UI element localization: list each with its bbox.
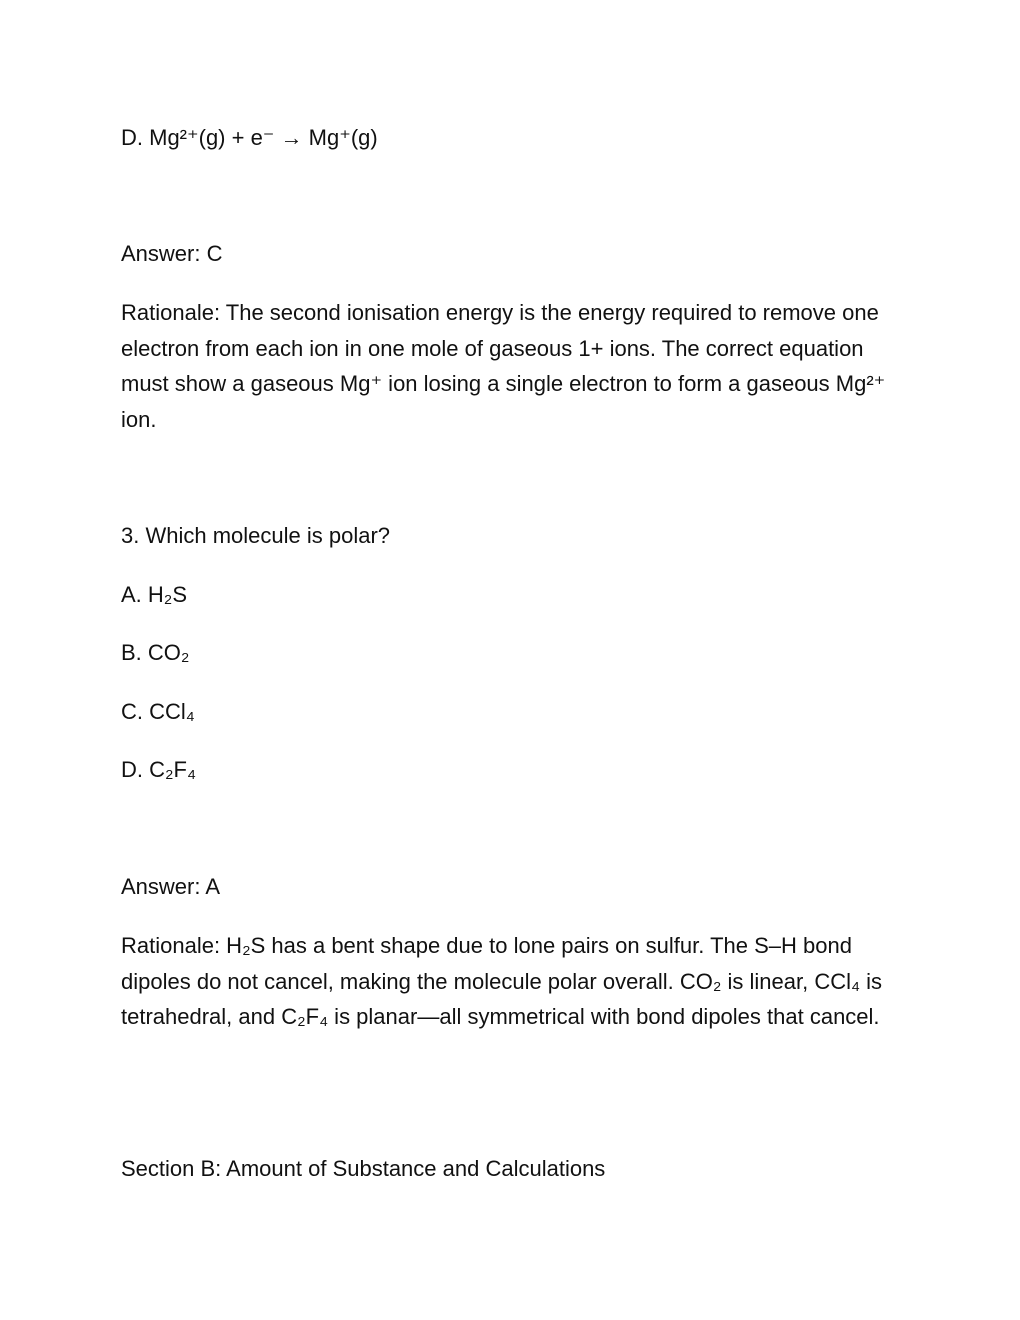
q3-option-a: A. H₂S: [121, 582, 187, 607]
q3-option-b: B. CO₂: [121, 640, 190, 665]
q2-option-d: D. Mg²⁺(g) + e⁻ → Mg⁺(g): [121, 125, 378, 150]
q3-option-c: C. CCl₄: [121, 699, 195, 724]
q3-rationale: Rationale: H₂S has a bent shape due to lone pairs on sulfur. The S–H bond dipoles do not cancel, making the molecule polar overall. CO₂ is linear, CCl₄ is tetrahedral, and C₂F₄ is planar—all symmetrical with bond dipoles that cancel.: [121, 933, 882, 1029]
q3-option-d: D. C₂F₄: [121, 757, 196, 782]
section-b-heading: Section B: Amount of Substance and Calculations: [121, 1156, 606, 1181]
q3-question: 3. Which molecule is polar?: [121, 523, 391, 548]
q3-answer: Answer: A: [121, 874, 221, 899]
q2-answer: Answer: C: [121, 241, 223, 266]
q2-rationale: Rationale: The second ionisation energy is the energy required to remove one electron from each ion in one mole of gaseous 1+ ions. The correct equation must show a gaseous Mg⁺ ion losing a single electron to form a gaseous Mg²⁺ ion.: [121, 300, 886, 432]
